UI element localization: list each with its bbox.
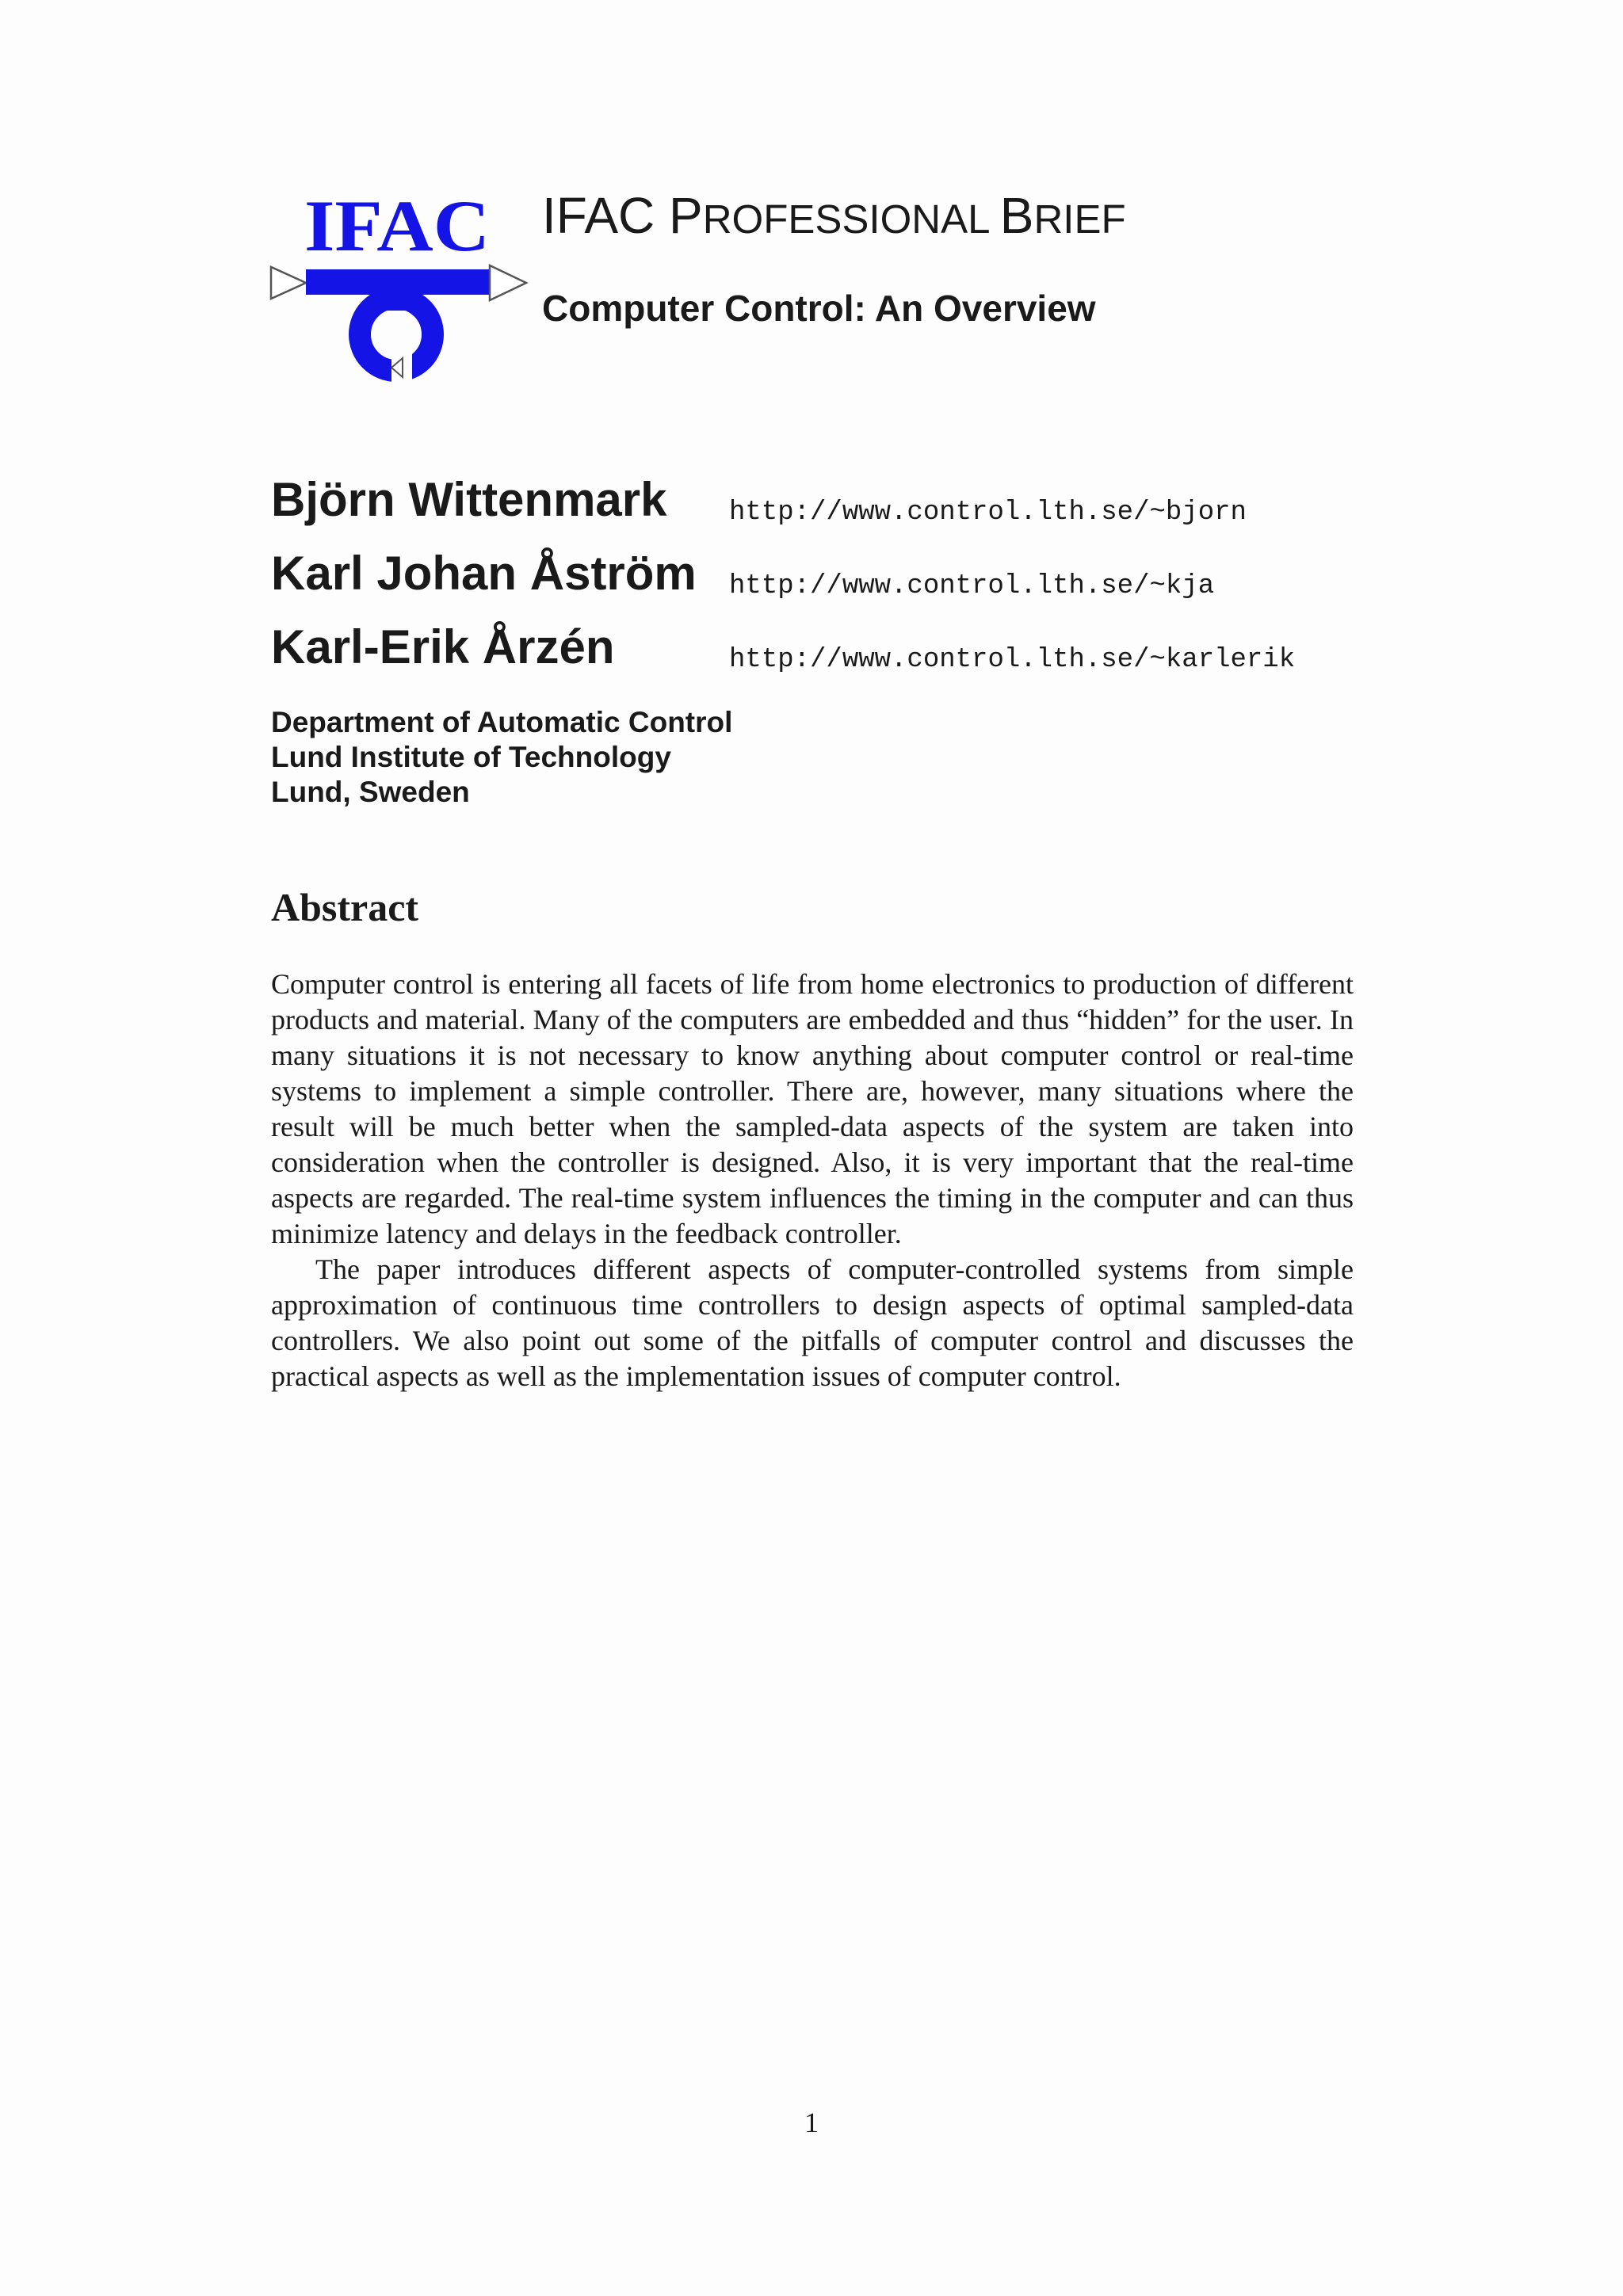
paper-title: Computer Control: An Overview <box>542 288 1096 329</box>
author-name: Karl Johan Åström <box>271 547 697 600</box>
abstract-body <box>271 967 1354 1394</box>
brief-title-part: RIEF <box>1033 196 1126 242</box>
author-homepage-link[interactable]: http://www.control.lth.se/~kja <box>729 571 1215 601</box>
affiliation-location: Lund, Sweden <box>271 776 470 808</box>
affiliation-department: Department of Automatic Control <box>271 706 733 738</box>
brief-title <box>542 187 1126 244</box>
author-row <box>271 474 1381 547</box>
abstract-paragraph: Computer control is entering all facets of life from home electronics to production of different products and material. Many of the computers are embedded and thus “hidden” for the user. In many situations it is not necessary to know anything about computer control or real-time systems to implement a simple controller. There are, however, many situations where the result will be much better when the sampled-data aspects of the system are taken into consideration when the controller is designed. Also, it is very important that the real-time aspects are regarded. The real-time system influences the timing in the computer and can thus minimize latency and delays in the feedback controller. <box>271 968 1354 1249</box>
brief-title-part: ROFESSIONAL <box>702 196 1000 242</box>
page-number: 1 <box>804 2107 819 2138</box>
author-row <box>271 547 1381 621</box>
affiliation <box>271 705 732 810</box>
author-row <box>271 621 1381 695</box>
author-name: Karl-Erik Årzén <box>271 620 615 673</box>
author-name: Björn Wittenmark <box>271 473 667 526</box>
abstract-heading: Abstract <box>271 885 419 929</box>
abstract-paragraph: The paper introduces different aspects of computer-controlled systems from simple approximation of continuous time controllers to design aspects of optimal sampled-data controllers. We also point out some of the pitfalls of computer control and discusses the practical aspects as well as the implementation issues of computer control. <box>271 1253 1354 1392</box>
affiliation-institute: Lund Institute of Technology <box>271 741 671 773</box>
logo-text: IFAC <box>304 192 490 266</box>
author-homepage-link[interactable]: http://www.control.lth.se/~karlerik <box>729 645 1296 675</box>
author-homepage-link[interactable]: http://www.control.lth.se/~bjorn <box>729 498 1247 528</box>
author-list <box>271 474 1381 695</box>
brief-title-part: B <box>999 187 1034 244</box>
ifac-logo <box>268 192 533 382</box>
brief-title-part: IFAC P <box>542 187 703 244</box>
